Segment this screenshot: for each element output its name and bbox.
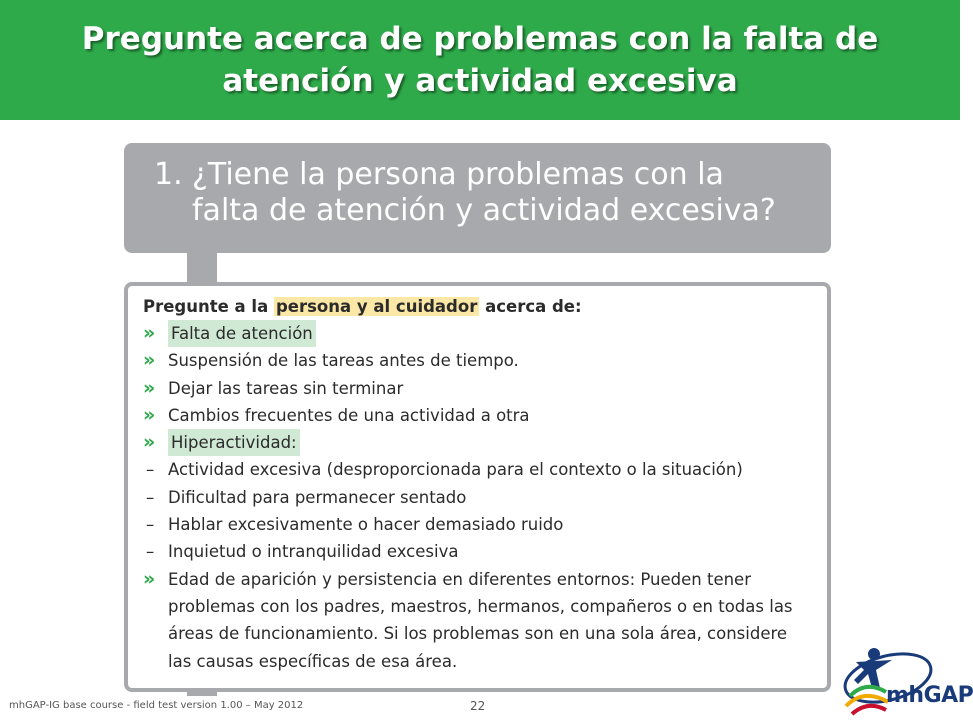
question-box (124, 143, 831, 253)
list-item-text-line: áreas de funcionamiento. Si los problemas son en una sola área, considere (168, 624, 788, 644)
list-item-text: Cambios frecuentes de una actividad a otra (168, 405, 530, 425)
question-row (154, 157, 811, 229)
dash-bullet-icon: – (146, 542, 155, 562)
list-item-text: Dejar las tareas sin terminar (168, 378, 404, 398)
question-text-line-2: falta de atención y actividad excesiva? (192, 193, 776, 228)
dash-bullet-icon: – (146, 460, 155, 480)
list-item-text-line: las causas específicas de esa área. (168, 651, 458, 671)
slide-title-line-2: atención y actividad excesiva (222, 63, 738, 99)
sub-list-item (143, 484, 813, 511)
question-text-line-1: ¿Tiene la persona problemas con la (192, 157, 724, 192)
list-item-text-line: Edad de aparición y persistencia en diferentes entornos: Pueden tener (168, 569, 751, 589)
sub-list-item-text: Hablar excesivamente o hacer demasiado ruido (168, 515, 564, 535)
question-text (192, 157, 776, 229)
list-item-text: Hiperactividad: (168, 429, 300, 456)
chevron-bullet-icon: » (143, 376, 156, 399)
list-item (143, 375, 813, 402)
answer-box (124, 282, 831, 692)
chevron-bullet-icon: » (143, 567, 156, 590)
list-item (143, 320, 813, 347)
list-item (143, 402, 813, 429)
slide-title-line-1: Pregunte acerca de problemas con la falta de (81, 21, 879, 57)
ask-intro (143, 294, 813, 320)
mhgap-logo-icon (836, 640, 960, 720)
chevron-bullet-icon: » (143, 349, 156, 372)
list-item-text: Falta de atención (168, 320, 316, 347)
page-number: 22 (470, 699, 486, 713)
list-item-text: Suspensión de las tareas antes de tiempo. (168, 351, 519, 371)
sub-list-item-text: Dificultad para permanecer sentado (168, 487, 467, 507)
list-item (143, 566, 813, 675)
ask-intro-suffix: acerca de: (485, 297, 582, 316)
chevron-bullet-icon: » (143, 431, 156, 454)
ask-intro-highlight: persona y al cuidador (275, 297, 478, 316)
sub-list-item (143, 511, 813, 538)
list-item-text (168, 566, 793, 675)
list-item-text-line: problemas con los padres, maestros, hermanos, compañeros o en todas las (168, 596, 793, 616)
footer-course-text: mhGAP-IG base course - field test version 1.00 – May 2012 (9, 700, 304, 711)
list-item (143, 347, 813, 374)
chevron-bullet-icon: » (143, 322, 156, 344)
ask-intro-prefix: Pregunte a la (143, 297, 269, 316)
sub-list-item-text: Inquietud o intranquilidad excesiva (168, 542, 459, 562)
slide-header (0, 0, 960, 120)
question-number: 1. (154, 157, 183, 192)
sub-list-item (143, 456, 813, 483)
dash-bullet-icon: – (146, 487, 155, 507)
sub-list-item-text: Actividad excesiva (desproporcionada para el contexto o la situación) (168, 460, 743, 480)
chevron-bullet-icon: » (143, 403, 156, 426)
list-item (143, 429, 813, 456)
logo-text: mhGAP (886, 683, 973, 708)
flow-connector (187, 252, 217, 284)
dash-bullet-icon: – (146, 515, 155, 535)
sub-list-item (143, 538, 813, 565)
